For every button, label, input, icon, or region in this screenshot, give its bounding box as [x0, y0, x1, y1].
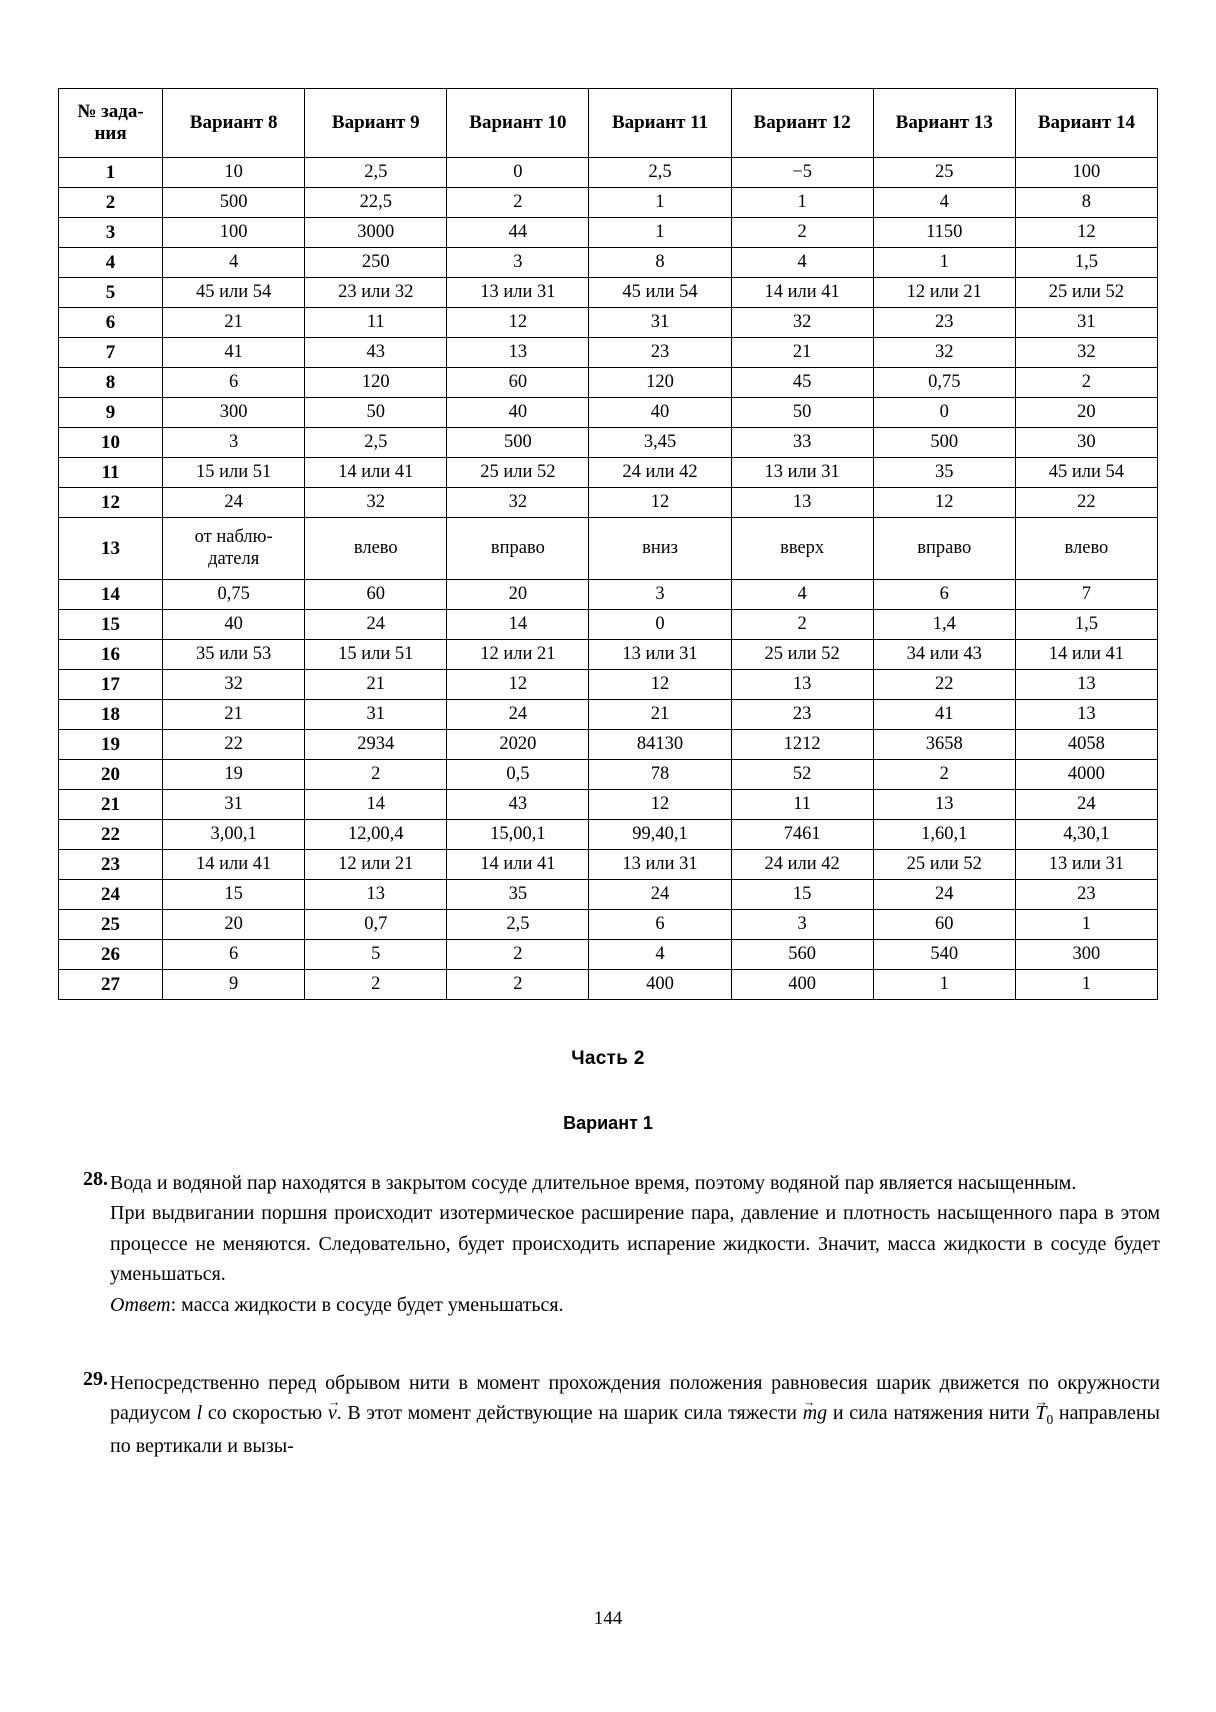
table-row	[59, 488, 1158, 518]
answer-cell: 50	[305, 398, 447, 428]
answer-cell: 300	[1015, 940, 1157, 970]
item-28-paragraph-2: При выдвигании поршня происходит изотермическое расширение пара, давление и плотность насыщенного пара в этом процессе не меняются. Следовательно, будет происходить испарение жидкости. Значит, масса жидкости в сосуде будет уменьшаться.	[110, 1202, 1160, 1286]
answer-cell: 11	[305, 308, 447, 338]
answer-cell: 13	[873, 790, 1015, 820]
answer-cell: 60	[873, 910, 1015, 940]
table-row	[59, 218, 1158, 248]
task-number-cell: 9	[59, 398, 163, 428]
answer-cell: 15	[731, 880, 873, 910]
answer-cell: 120	[305, 368, 447, 398]
answer-cell: 24	[873, 880, 1015, 910]
task-number-cell: 5	[59, 278, 163, 308]
answer-cell: 21	[163, 308, 305, 338]
answer-cell: 40	[589, 398, 731, 428]
answer-cell: 35	[873, 458, 1015, 488]
answer-cell: 30	[1015, 428, 1157, 458]
answer-cell: 2	[447, 940, 589, 970]
task-number-cell: 27	[59, 970, 163, 1000]
answer-cell: 4	[731, 248, 873, 278]
answer-cell: 2	[873, 760, 1015, 790]
tension-subscript: 0	[1046, 1412, 1054, 1428]
answer-cell: 3658	[873, 730, 1015, 760]
answer-cell: 6	[163, 940, 305, 970]
answer-cell: 1150	[873, 218, 1015, 248]
answer-cell: 6	[873, 580, 1015, 610]
table-row	[59, 580, 1158, 610]
header-line-2: ния	[94, 123, 127, 144]
answer-text: : масса жидкости в сосуде будет уменьшаться.	[170, 1293, 564, 1316]
answer-cell: 3	[447, 248, 589, 278]
answer-cell: 560	[731, 940, 873, 970]
answer-cell: 32	[447, 488, 589, 518]
answer-cell: 22	[163, 730, 305, 760]
answer-cell: 1	[589, 188, 731, 218]
answer-cell: 24	[447, 700, 589, 730]
answer-cell: 25	[873, 158, 1015, 188]
answer-cell: 0,5	[447, 760, 589, 790]
answer-cell: 3,00,1	[163, 820, 305, 850]
answer-cell: 25 или 52	[873, 850, 1015, 880]
answer-cell: 34 или 43	[873, 640, 1015, 670]
answer-cell: 2934	[305, 730, 447, 760]
answer-cell: 3	[163, 428, 305, 458]
column-header-variant-8: Вариант 8	[163, 89, 305, 158]
answer-cell: 2	[447, 188, 589, 218]
item-29-text-4: и сила натяжения нити	[827, 1402, 1036, 1425]
task-number-cell: 1	[59, 158, 163, 188]
answer-cell: вправо	[447, 518, 589, 580]
answer-cell: 52	[731, 760, 873, 790]
answer-cell: 13	[305, 880, 447, 910]
answer-cell-line: дателя	[208, 548, 260, 569]
answer-cell: 31	[305, 700, 447, 730]
column-header-variant-9: Вариант 9	[305, 89, 447, 158]
answer-cell: 14 или 41	[305, 458, 447, 488]
answer-cell: 14 или 41	[447, 850, 589, 880]
answer-cell: 45	[731, 368, 873, 398]
answer-cell: 14	[447, 610, 589, 640]
task-number-cell: 16	[59, 640, 163, 670]
answer-cell: 0	[447, 158, 589, 188]
answer-cell	[163, 518, 305, 580]
answer-cell: 23	[1015, 880, 1157, 910]
task-number-cell: 24	[59, 880, 163, 910]
header-line-1: № зада-	[77, 101, 144, 123]
answer-cell: 0,75	[873, 368, 1015, 398]
answer-cell: 1,4	[873, 610, 1015, 640]
table-row	[59, 188, 1158, 218]
answer-cell: 4058	[1015, 730, 1157, 760]
answer-cell: 13	[731, 488, 873, 518]
answer-cell: 5	[305, 940, 447, 970]
solution-item-29	[60, 1368, 1160, 1461]
item-marker-28: 28.	[83, 1168, 108, 1190]
answer-cell: 24 или 42	[731, 850, 873, 880]
answer-cell: 23	[589, 338, 731, 368]
column-header-task-number	[59, 89, 163, 158]
task-number-cell: 8	[59, 368, 163, 398]
table-row	[59, 970, 1158, 1000]
answer-cell: 32	[305, 488, 447, 518]
task-number-cell: 17	[59, 670, 163, 700]
variant-title: Вариант 1	[563, 1113, 653, 1133]
answer-cell: 4	[589, 940, 731, 970]
answer-cell: 2	[447, 970, 589, 1000]
table-row	[59, 248, 1158, 278]
answer-cell: 43	[305, 338, 447, 368]
answer-cell: 45 или 54	[589, 278, 731, 308]
answer-cell: 22	[1015, 488, 1157, 518]
table-row	[59, 428, 1158, 458]
answer-cell: 4	[873, 188, 1015, 218]
table-row	[59, 760, 1158, 790]
task-number-cell: 22	[59, 820, 163, 850]
answer-cell: 1	[1015, 910, 1157, 940]
task-number-cell: 19	[59, 730, 163, 760]
table-row	[59, 790, 1158, 820]
answer-cell: 13 или 31	[1015, 850, 1157, 880]
answer-cell: 40	[163, 610, 305, 640]
answer-cell: вправо	[873, 518, 1015, 580]
answer-cell: 1	[873, 248, 1015, 278]
answer-cell: 23	[731, 700, 873, 730]
answer-cell: 23	[873, 308, 1015, 338]
answer-cell: 60	[447, 368, 589, 398]
answer-cell: 11	[731, 790, 873, 820]
answer-cell: 13	[1015, 670, 1157, 700]
answer-cell: 2	[1015, 368, 1157, 398]
item-29-text-1: Непосредственно перед обрывом нити в момент прохождения положения равновесия шарик движется по окружности радиусом	[110, 1372, 1160, 1425]
answer-cell: 24	[305, 610, 447, 640]
task-number-cell: 26	[59, 940, 163, 970]
answer-cell: 12	[447, 670, 589, 700]
table-row	[59, 640, 1158, 670]
answer-cell: 20	[1015, 398, 1157, 428]
table-row	[59, 398, 1158, 428]
table-header-row	[59, 89, 1158, 158]
answer-cell: 1,5	[1015, 610, 1157, 640]
answer-cell: 1	[1015, 970, 1157, 1000]
answer-label: Ответ	[110, 1293, 171, 1316]
item-29-paragraph-1	[110, 1368, 1160, 1461]
answer-cell: 9	[163, 970, 305, 1000]
table-row	[59, 610, 1158, 640]
task-number-cell: 3	[59, 218, 163, 248]
answer-cell: 3	[731, 910, 873, 940]
item-28-paragraph-1: Вода и водяной пар находятся в закрытом сосуде длительное время, поэтому водяной пар является насыщенным.	[110, 1172, 1077, 1194]
answer-cell: 12	[447, 308, 589, 338]
answer-cell: 12 или 21	[305, 850, 447, 880]
answer-cell: 15	[163, 880, 305, 910]
answer-cell: 100	[163, 218, 305, 248]
task-number-cell: 6	[59, 308, 163, 338]
task-number-cell: 11	[59, 458, 163, 488]
table-row	[59, 730, 1158, 760]
answer-cell: 12	[589, 488, 731, 518]
answer-cell: 3,45	[589, 428, 731, 458]
answer-cell: 32	[873, 338, 1015, 368]
answer-cell: 13 или 31	[731, 458, 873, 488]
task-number-cell: 2	[59, 188, 163, 218]
answer-cell: 2,5	[589, 158, 731, 188]
answer-cell: 19	[163, 760, 305, 790]
answer-cell: 4	[163, 248, 305, 278]
answer-cell: влево	[1015, 518, 1157, 580]
answer-cell: 14 или 41	[731, 278, 873, 308]
table-row	[59, 158, 1158, 188]
answer-cell: 78	[589, 760, 731, 790]
answer-cell: 8	[1015, 188, 1157, 218]
answer-cell: 12	[589, 670, 731, 700]
table-row	[59, 820, 1158, 850]
answer-cell: 21	[589, 700, 731, 730]
radius-symbol: l	[196, 1402, 203, 1425]
table-row	[59, 458, 1158, 488]
answer-cell: 41	[873, 700, 1015, 730]
answer-cell: 41	[163, 338, 305, 368]
answer-cell: 50	[731, 398, 873, 428]
answer-cell: 2,5	[447, 910, 589, 940]
task-number-cell: 14	[59, 580, 163, 610]
answers-table	[58, 88, 1158, 1000]
answer-cell: 14	[305, 790, 447, 820]
answer-cell: 12	[1015, 218, 1157, 248]
answer-cell: 45 или 54	[1015, 458, 1157, 488]
item-body-28	[110, 1168, 1160, 1320]
answer-cell: 4	[731, 580, 873, 610]
answer-cell: 14 или 41	[1015, 640, 1157, 670]
answer-cell: 22,5	[305, 188, 447, 218]
table-row	[59, 940, 1158, 970]
answer-cell: 25 или 52	[447, 458, 589, 488]
table-row	[59, 278, 1158, 308]
answer-cell: 0	[589, 610, 731, 640]
column-header-variant-11: Вариант 11	[589, 89, 731, 158]
table-row	[59, 850, 1158, 880]
table-row	[59, 338, 1158, 368]
answer-cell: 15,00,1	[447, 820, 589, 850]
item-28-answer	[110, 1290, 1160, 1320]
answer-cell: 12	[873, 488, 1015, 518]
solution-item-28	[60, 1168, 1160, 1320]
answer-cell: 500	[873, 428, 1015, 458]
task-number-cell: 21	[59, 790, 163, 820]
answers-table-container	[58, 88, 1158, 1000]
page-number: 144	[593, 1608, 623, 1629]
answer-cell: 99,40,1	[589, 820, 731, 850]
answer-cell: 23 или 32	[305, 278, 447, 308]
answer-cell: 12	[589, 790, 731, 820]
answer-cell: 24	[589, 880, 731, 910]
table-row	[59, 368, 1158, 398]
task-number-cell: 7	[59, 338, 163, 368]
answer-cell: 3	[589, 580, 731, 610]
answer-cell: 31	[163, 790, 305, 820]
gravity-force-vector-symbol: mg →	[803, 1402, 827, 1424]
answer-cell: 13	[1015, 700, 1157, 730]
answer-cell: 22	[873, 670, 1015, 700]
table-row	[59, 670, 1158, 700]
answer-cell: 21	[305, 670, 447, 700]
answer-cell-line: от наблю-	[194, 527, 273, 548]
column-header-variant-12: Вариант 12	[731, 89, 873, 158]
answer-cell: 43	[447, 790, 589, 820]
answer-cell: 300	[163, 398, 305, 428]
answer-cell: 20	[163, 910, 305, 940]
answer-cell: 400	[589, 970, 731, 1000]
answer-cell: 13 или 31	[589, 640, 731, 670]
answer-cell: вниз	[589, 518, 731, 580]
table-row	[59, 308, 1158, 338]
answer-cell: 45 или 54	[163, 278, 305, 308]
answer-cell: 540	[873, 940, 1015, 970]
answer-cell: 14 или 41	[163, 850, 305, 880]
answer-cell: 13 или 31	[447, 278, 589, 308]
answer-cell: 3000	[305, 218, 447, 248]
tension-force-vector-symbol: T →	[1035, 1402, 1046, 1424]
answer-cell: 2	[305, 970, 447, 1000]
answer-cell: 8	[589, 248, 731, 278]
task-number-cell: 18	[59, 700, 163, 730]
answer-cell: −5	[731, 158, 873, 188]
part-title: Часть 2	[571, 1048, 645, 1069]
answer-cell: 1	[731, 188, 873, 218]
answer-cell: 84130	[589, 730, 731, 760]
answer-cell: 500	[447, 428, 589, 458]
item-29-text-3: . В этот момент действующие на шарик сила тяжести	[336, 1402, 803, 1425]
answer-cell: 2	[305, 760, 447, 790]
answer-cell: 2	[731, 218, 873, 248]
answer-cell: 13	[447, 338, 589, 368]
answer-cell: 120	[589, 368, 731, 398]
answer-cell: влево	[305, 518, 447, 580]
answer-cell: 15 или 51	[163, 458, 305, 488]
answer-cell: 24 или 42	[589, 458, 731, 488]
answer-cell: 21	[163, 700, 305, 730]
answer-cell: 40	[447, 398, 589, 428]
answer-cell: 21	[731, 338, 873, 368]
answer-cell: 0	[873, 398, 1015, 428]
answer-cell: 12 или 21	[873, 278, 1015, 308]
table-row	[59, 700, 1158, 730]
column-header-variant-13: Вариант 13	[873, 89, 1015, 158]
task-number-cell: 13	[59, 518, 163, 580]
answer-cell: 250	[305, 248, 447, 278]
item-29-text-2: со скоростью	[202, 1402, 328, 1425]
answer-cell: 32	[1015, 338, 1157, 368]
answer-cell: 400	[731, 970, 873, 1000]
answer-cell: 10	[163, 158, 305, 188]
item-marker-29: 29.	[83, 1368, 108, 1390]
answer-cell: 15 или 51	[305, 640, 447, 670]
answer-cell: 12,00,4	[305, 820, 447, 850]
answer-cell: 13	[731, 670, 873, 700]
velocity-vector-symbol: v →	[328, 1402, 337, 1424]
answer-cell: 1,5	[1015, 248, 1157, 278]
item-29-text-5: направлены по вертикали и вызы-	[110, 1402, 1160, 1458]
task-number-cell: 23	[59, 850, 163, 880]
answer-cell: 60	[305, 580, 447, 610]
answer-cell: 25 или 52	[731, 640, 873, 670]
answer-cell: 25 или 52	[1015, 278, 1157, 308]
column-header-variant-14: Вариант 14	[1015, 89, 1157, 158]
answer-cell: 2020	[447, 730, 589, 760]
task-number-cell: 12	[59, 488, 163, 518]
item-body-29	[110, 1368, 1160, 1461]
answer-cell: 2,5	[305, 158, 447, 188]
answer-cell: 13 или 31	[589, 850, 731, 880]
answer-cell: 0,7	[305, 910, 447, 940]
answer-cell: 12 или 21	[447, 640, 589, 670]
table-row	[59, 518, 1158, 580]
answer-cell: 500	[163, 188, 305, 218]
answer-cell: 4,30,1	[1015, 820, 1157, 850]
answer-cell: 6	[163, 368, 305, 398]
answer-cell: 0,75	[163, 580, 305, 610]
answer-cell: 100	[1015, 158, 1157, 188]
table-row	[59, 880, 1158, 910]
answer-cell: 20	[447, 580, 589, 610]
answer-cell: 24	[1015, 790, 1157, 820]
answer-cell: 32	[163, 670, 305, 700]
answer-cell: 44	[447, 218, 589, 248]
answer-cell: 35	[447, 880, 589, 910]
answer-cell: 7	[1015, 580, 1157, 610]
answer-cell: вверх	[731, 518, 873, 580]
column-header-variant-10: Вариант 10	[447, 89, 589, 158]
task-number-cell: 20	[59, 760, 163, 790]
answer-cell: 31	[589, 308, 731, 338]
task-number-cell: 4	[59, 248, 163, 278]
answer-cell: 2,5	[305, 428, 447, 458]
table-row	[59, 910, 1158, 940]
answer-cell: 2	[731, 610, 873, 640]
answer-cell: 33	[731, 428, 873, 458]
answer-cell: 24	[163, 488, 305, 518]
task-number-cell: 10	[59, 428, 163, 458]
answer-cell: 35 или 53	[163, 640, 305, 670]
answer-cell: 1	[873, 970, 1015, 1000]
task-number-cell: 15	[59, 610, 163, 640]
answer-cell: 1212	[731, 730, 873, 760]
answer-cell: 32	[731, 308, 873, 338]
answer-cell: 7461	[731, 820, 873, 850]
answer-cell: 6	[589, 910, 731, 940]
answer-cell: 4000	[1015, 760, 1157, 790]
answer-cell: 1	[589, 218, 731, 248]
answer-cell: 31	[1015, 308, 1157, 338]
answer-cell: 1,60,1	[873, 820, 1015, 850]
task-number-cell: 25	[59, 910, 163, 940]
